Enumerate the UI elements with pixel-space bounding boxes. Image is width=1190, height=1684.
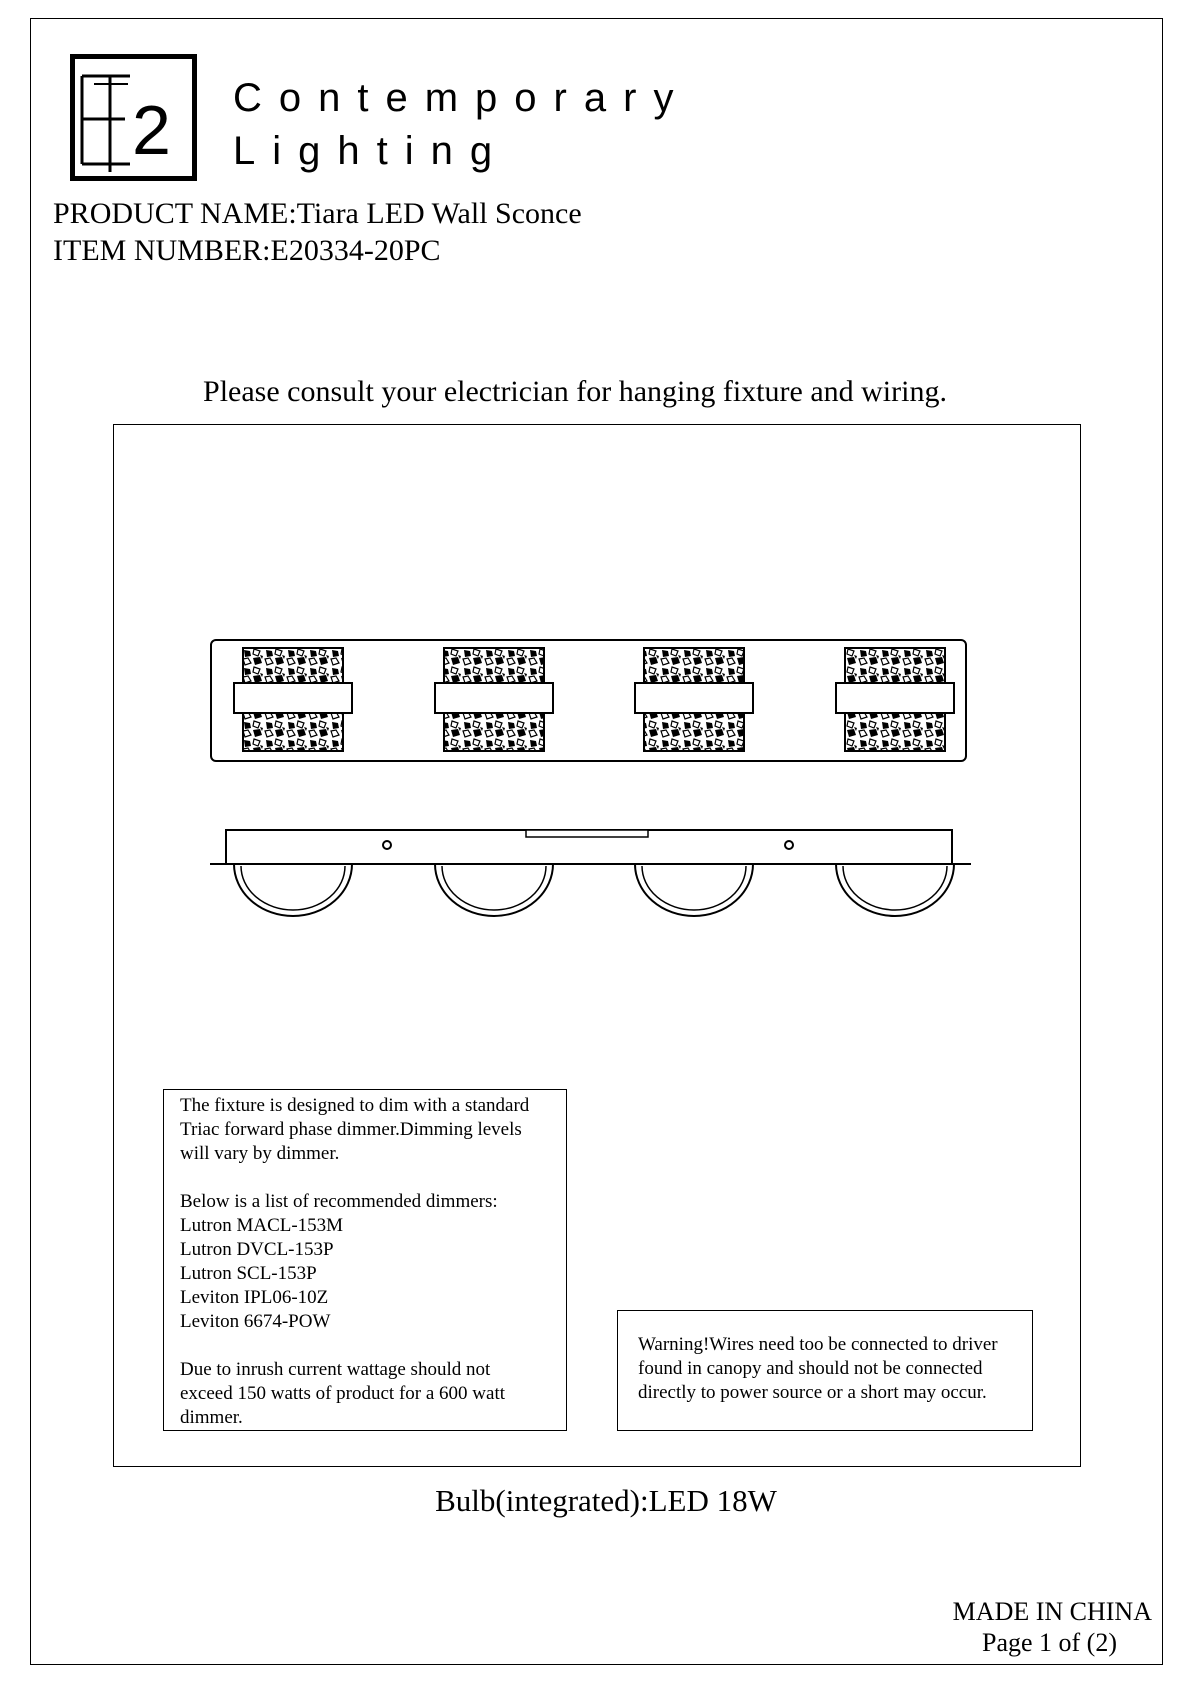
item-number: ITEM NUMBER:E20334-20PC [53, 234, 441, 267]
wiring-warning [617, 1310, 1033, 1431]
page-number: Page 1 of (2) [981, 1628, 1117, 1657]
dimmer-model: Leviton IPL06-10Z [180, 1287, 329, 1308]
dimmer-intro [180, 1094, 550, 1166]
dimmer-list-heading: Below is a list of recommended dimmers: [180, 1191, 498, 1212]
company-name-line-1: Contemporary [233, 76, 691, 120]
dimmer-list [180, 1214, 550, 1334]
dimmer-model: Leviton 6674-POW [180, 1311, 331, 1332]
country-of-origin: MADE IN CHINA [952, 1597, 1152, 1626]
warning-line: Warning!Wires need too be connected to driver [638, 1334, 998, 1355]
bulb-spec: Bulb(integrated):LED 18W [435, 1483, 777, 1518]
et2-logo [70, 54, 197, 181]
dimmer-model: Lutron MACL-153M [180, 1215, 344, 1236]
dimmer-model: Lutron SCL-153P [180, 1263, 317, 1284]
inrush-line: Due to inrush current wattage should not [180, 1359, 491, 1380]
warning-line: found in canopy and should not be connected [638, 1358, 983, 1379]
warning-line: directly to power source or a short may occur. [638, 1382, 987, 1403]
svg-text:2: 2 [132, 91, 171, 169]
company-name-line-2: Lighting [233, 129, 510, 173]
product-name: PRODUCT NAME:Tiara LED Wall Sconce [53, 197, 582, 230]
dimmer-note [163, 1089, 567, 1431]
inrush-note [180, 1358, 550, 1430]
dimmer-intro-line: Triac forward phase dimmer.Dimming levels [180, 1119, 522, 1140]
dimmer-intro-line: The fixture is designed to dim with a standard [180, 1095, 530, 1116]
installation-instruction: Please consult your electrician for hanging fixture and wiring. [203, 375, 947, 408]
inrush-line: dimmer. [180, 1407, 243, 1428]
dimmer-intro-line: will vary by dimmer. [180, 1143, 340, 1164]
dimmer-model: Lutron DVCL-153P [180, 1239, 334, 1260]
inrush-line: exceed 150 watts of product for a 600 watt [180, 1383, 506, 1404]
